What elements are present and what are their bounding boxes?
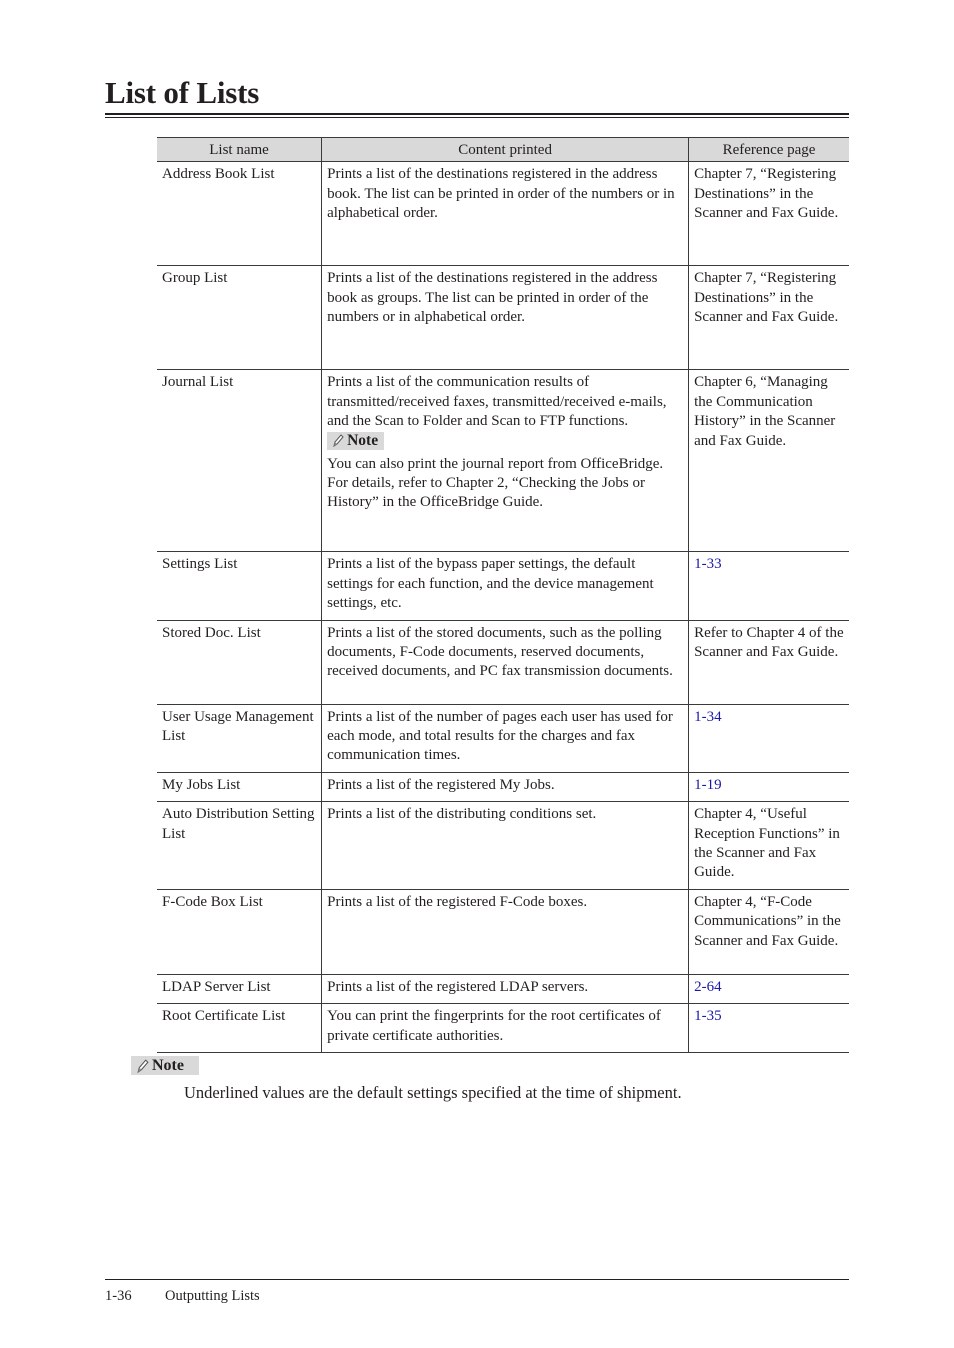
title-rule: [105, 113, 849, 115]
reference-cell: [689, 704, 849, 772]
list-name-cell: Root Certificate List: [157, 1004, 322, 1053]
table-row: [157, 620, 849, 704]
table-row: [157, 162, 849, 266]
content-cell: Prints a list of the registered LDAP servers.: [322, 974, 689, 1003]
pencil-icon: [331, 433, 345, 448]
list-name-cell: LDAP Server List: [157, 974, 322, 1003]
table-row: [157, 772, 849, 801]
table-row: [157, 552, 849, 620]
reference-link[interactable]: 1-35: [694, 1008, 722, 1025]
reference-cell: Chapter 7, “Registering Destinations” in the Scanner and Fax Guide.: [689, 266, 849, 370]
reference-link[interactable]: 2-64: [694, 978, 722, 995]
list-name-cell: F-Code Box List: [157, 889, 322, 974]
list-name-cell: Stored Doc. List: [157, 620, 322, 704]
table-row: [157, 1004, 849, 1053]
table-row: [157, 802, 849, 890]
reference-cell: [689, 974, 849, 1003]
note-label: Note: [152, 1056, 184, 1074]
column-header-list-name: List name: [157, 138, 322, 162]
table-row: [157, 370, 849, 552]
content-cell: You can print the fingerprints for the root certificates of private certificate authorities.: [322, 1004, 689, 1053]
content-cell: Prints a list of the stored documents, such as the polling documents, F-Code documents, reserved documents, received documents, and PC fax transmission documents.: [322, 620, 689, 704]
note-badge: [131, 1056, 199, 1075]
reference-link[interactable]: 1-19: [694, 776, 722, 793]
list-name-cell: Journal List: [157, 370, 322, 552]
column-header-reference-page: Reference page: [689, 138, 849, 162]
table-row: [157, 889, 849, 974]
list-name-cell: My Jobs List: [157, 772, 322, 801]
list-name-cell: Auto Distribution Setting List: [157, 802, 322, 890]
page-note: [131, 1056, 199, 1079]
list-table: [157, 137, 849, 1053]
reference-cell: Chapter 6, “Managing the Communication History” in the Scanner and Fax Guide.: [689, 370, 849, 552]
table-header-row: [157, 138, 849, 162]
footer-rule: [105, 1279, 849, 1280]
note-text: You can also print the journal report from OfficeBridge. For details, refer to Chapter 2, “Checking the Jobs or History” in the OfficeBridge Guide.: [327, 455, 664, 511]
reference-link[interactable]: 1-34: [694, 708, 722, 725]
footer-page-number: 1-36: [105, 1288, 132, 1304]
content-cell: Prints a list of the number of pages each user has used for each mode, and total results for the charges and fax communication times.: [322, 704, 689, 772]
list-name-cell: User Usage Management List: [157, 704, 322, 772]
content-text: Prints a list of the communication results of transmitted/received faxes, transmitted/received e-mails, and the Scan to Folder and Scan to FTP functions.: [327, 374, 667, 430]
content-cell: Prints a list of the bypass paper settings, the default settings for each function, and the device management settings, etc.: [322, 552, 689, 620]
reference-cell: [689, 772, 849, 801]
content-cell: Prints a list of the distributing conditions set.: [322, 802, 689, 890]
note-badge: [327, 432, 384, 450]
list-name-cell: Group List: [157, 266, 322, 370]
table-row: [157, 704, 849, 772]
reference-cell: Refer to Chapter 4 of the Scanner and Fax Guide.: [689, 620, 849, 704]
reference-cell: Chapter 4, “Useful Reception Functions” in the Scanner and Fax Guide.: [689, 802, 849, 890]
pencil-icon: [135, 1058, 150, 1074]
reference-cell: Chapter 7, “Registering Destinations” in the Scanner and Fax Guide.: [689, 162, 849, 266]
reference-cell: [689, 1004, 849, 1053]
table-row: [157, 974, 849, 1003]
content-cell: Prints a list of the registered F-Code boxes.: [322, 889, 689, 974]
inline-note: [327, 432, 683, 455]
page-title: List of Lists: [105, 75, 260, 110]
table-row: [157, 266, 849, 370]
note-text: Underlined values are the default settings specified at the time of shipment.: [184, 1083, 682, 1102]
footer-section-title: Outputting Lists: [165, 1288, 260, 1304]
reference-link[interactable]: 1-33: [694, 556, 722, 573]
reference-cell: [689, 552, 849, 620]
note-label: Note: [347, 431, 379, 449]
content-cell: [322, 370, 689, 552]
content-cell: Prints a list of the destinations registered in the address book as groups. The list can be printed in order of the numbers or in alphabetical order.: [322, 266, 689, 370]
title-rule-secondary: [105, 117, 849, 118]
column-header-content-printed: Content printed: [322, 138, 689, 162]
content-cell: Prints a list of the destinations registered in the address book. The list can be printed in order of the numbers or in alphabetical order.: [322, 162, 689, 266]
reference-cell: Chapter 4, “F-Code Communications” in the Scanner and Fax Guide.: [689, 889, 849, 974]
content-cell: Prints a list of the registered My Jobs.: [322, 772, 689, 801]
list-name-cell: Settings List: [157, 552, 322, 620]
list-name-cell: Address Book List: [157, 162, 322, 266]
